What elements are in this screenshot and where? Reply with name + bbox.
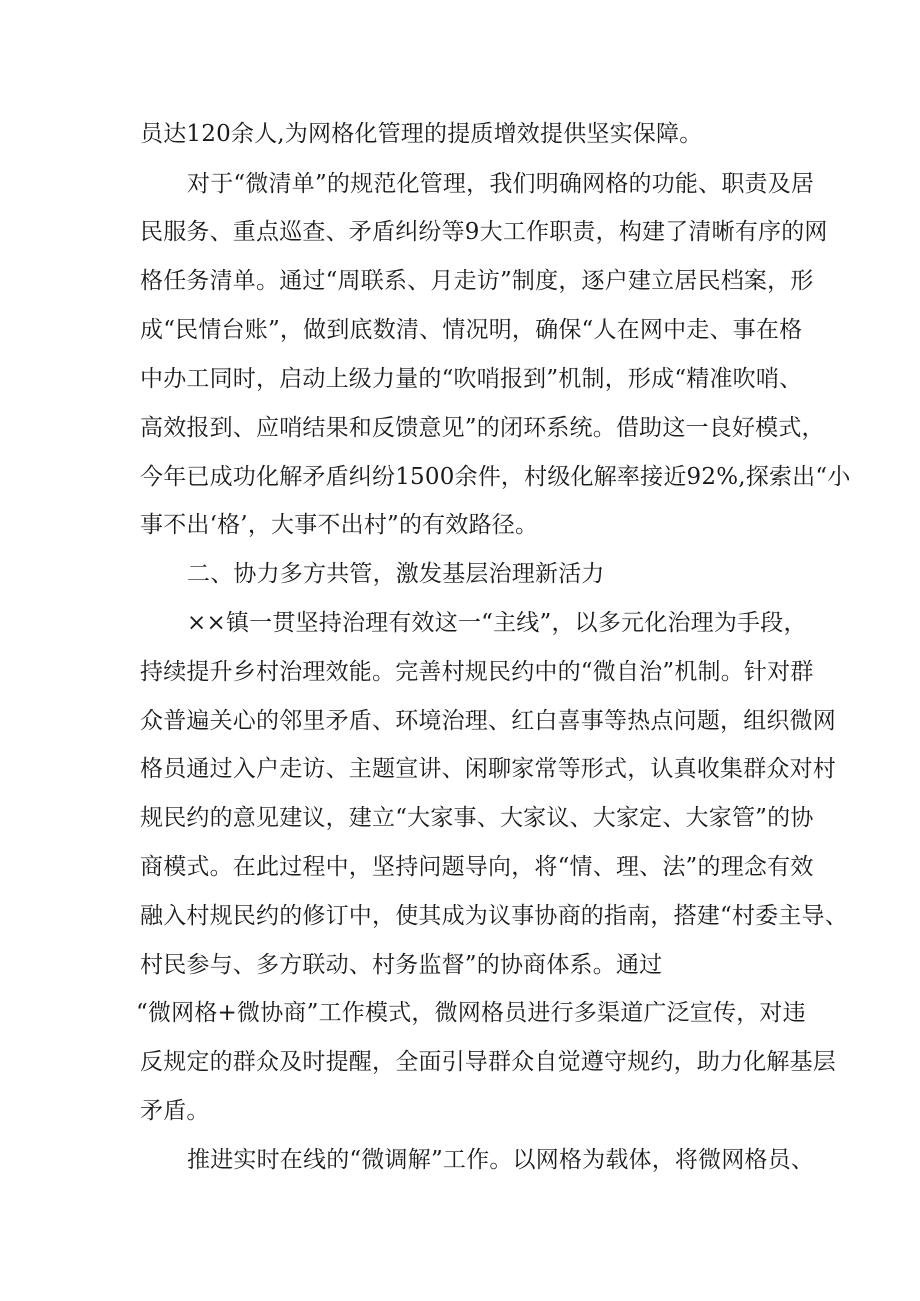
paragraph-line: 矛盾。 <box>140 1098 210 1124</box>
paragraph-line: 众普遍关心的邻里矛盾、环境治理、红白喜事等热点问题，组织微网 <box>140 708 836 734</box>
paragraph-line: 员达120余人,为网格化管理的提质增效提供坚实保障。 <box>140 121 703 147</box>
paragraph-line: 对于“微清单”的规范化管理，我们明确网格的功能、职责及居 <box>187 171 815 197</box>
paragraph-line: 中办工同时，启动上级力量的“吹哨报到”机制，形成“精准吹哨、 <box>140 366 803 392</box>
paragraph-line: 反规定的群众及时提醒，全面引导群众自觉遵守规约，助力化解基层 <box>140 1049 836 1075</box>
paragraph-line: 商模式。在此过程中，坚持问题导向，将“情、理、法”的理念有效 <box>140 854 814 880</box>
paragraph-line: 村民参与、多方联动、村务监督”的协商体系。通过 <box>140 952 663 978</box>
paragraph-line: 事不出‘格’，大事不出村”的有效路径。 <box>140 512 539 538</box>
paragraph-line: 成“民情台账”，做到底数清、情况明，确保“人在网中走、事在格 <box>140 317 803 343</box>
paragraph-line: 规民约的意见建议，建立“大家事、大家议、大家定、大家管”的协 <box>140 805 814 831</box>
paragraph-line: 高效报到、应哨结果和反馈意见”的闭环系统。借助这一良好模式， <box>140 415 825 441</box>
section-heading: 二、协力多方共管，激发基层治理新活力 <box>187 561 605 587</box>
paragraph-line: “微网格+微协商”工作模式，微网格员进行多渠道广泛宣传，对违 <box>136 1000 806 1026</box>
paragraph-line: 推进实时在线的“微调解”工作。以网格为载体，将微网格员、 <box>187 1147 815 1173</box>
paragraph-line: 今年已成功化解矛盾纠纷1500余件，村级化解率接近92%,探索出“小 <box>140 464 851 490</box>
paragraph-line: 格任务清单。通过“周联系、月走访”制度，逐户建立居民档案，形 <box>140 268 814 294</box>
paragraph-line: 持续提升乡村治理效能。完善村规民约中的“微自治”机制。针对群 <box>140 659 814 685</box>
paragraph-line: 融入村规民约的修订中，使其成为议事协商的指南，搭建“村委主导、 <box>140 903 848 929</box>
paragraph-line: 格员通过入户走访、主题宣讲、闲聊家常等形式，认真收集群众对村 <box>140 756 836 782</box>
paragraph-line: ××镇一贯坚持治理有效这一“主线”，以多元化治理为手段， <box>187 610 807 636</box>
paragraph-line: 民服务、重点巡查、矛盾纠纷等9大工作职责，构建了清晰有序的网 <box>140 219 828 245</box>
